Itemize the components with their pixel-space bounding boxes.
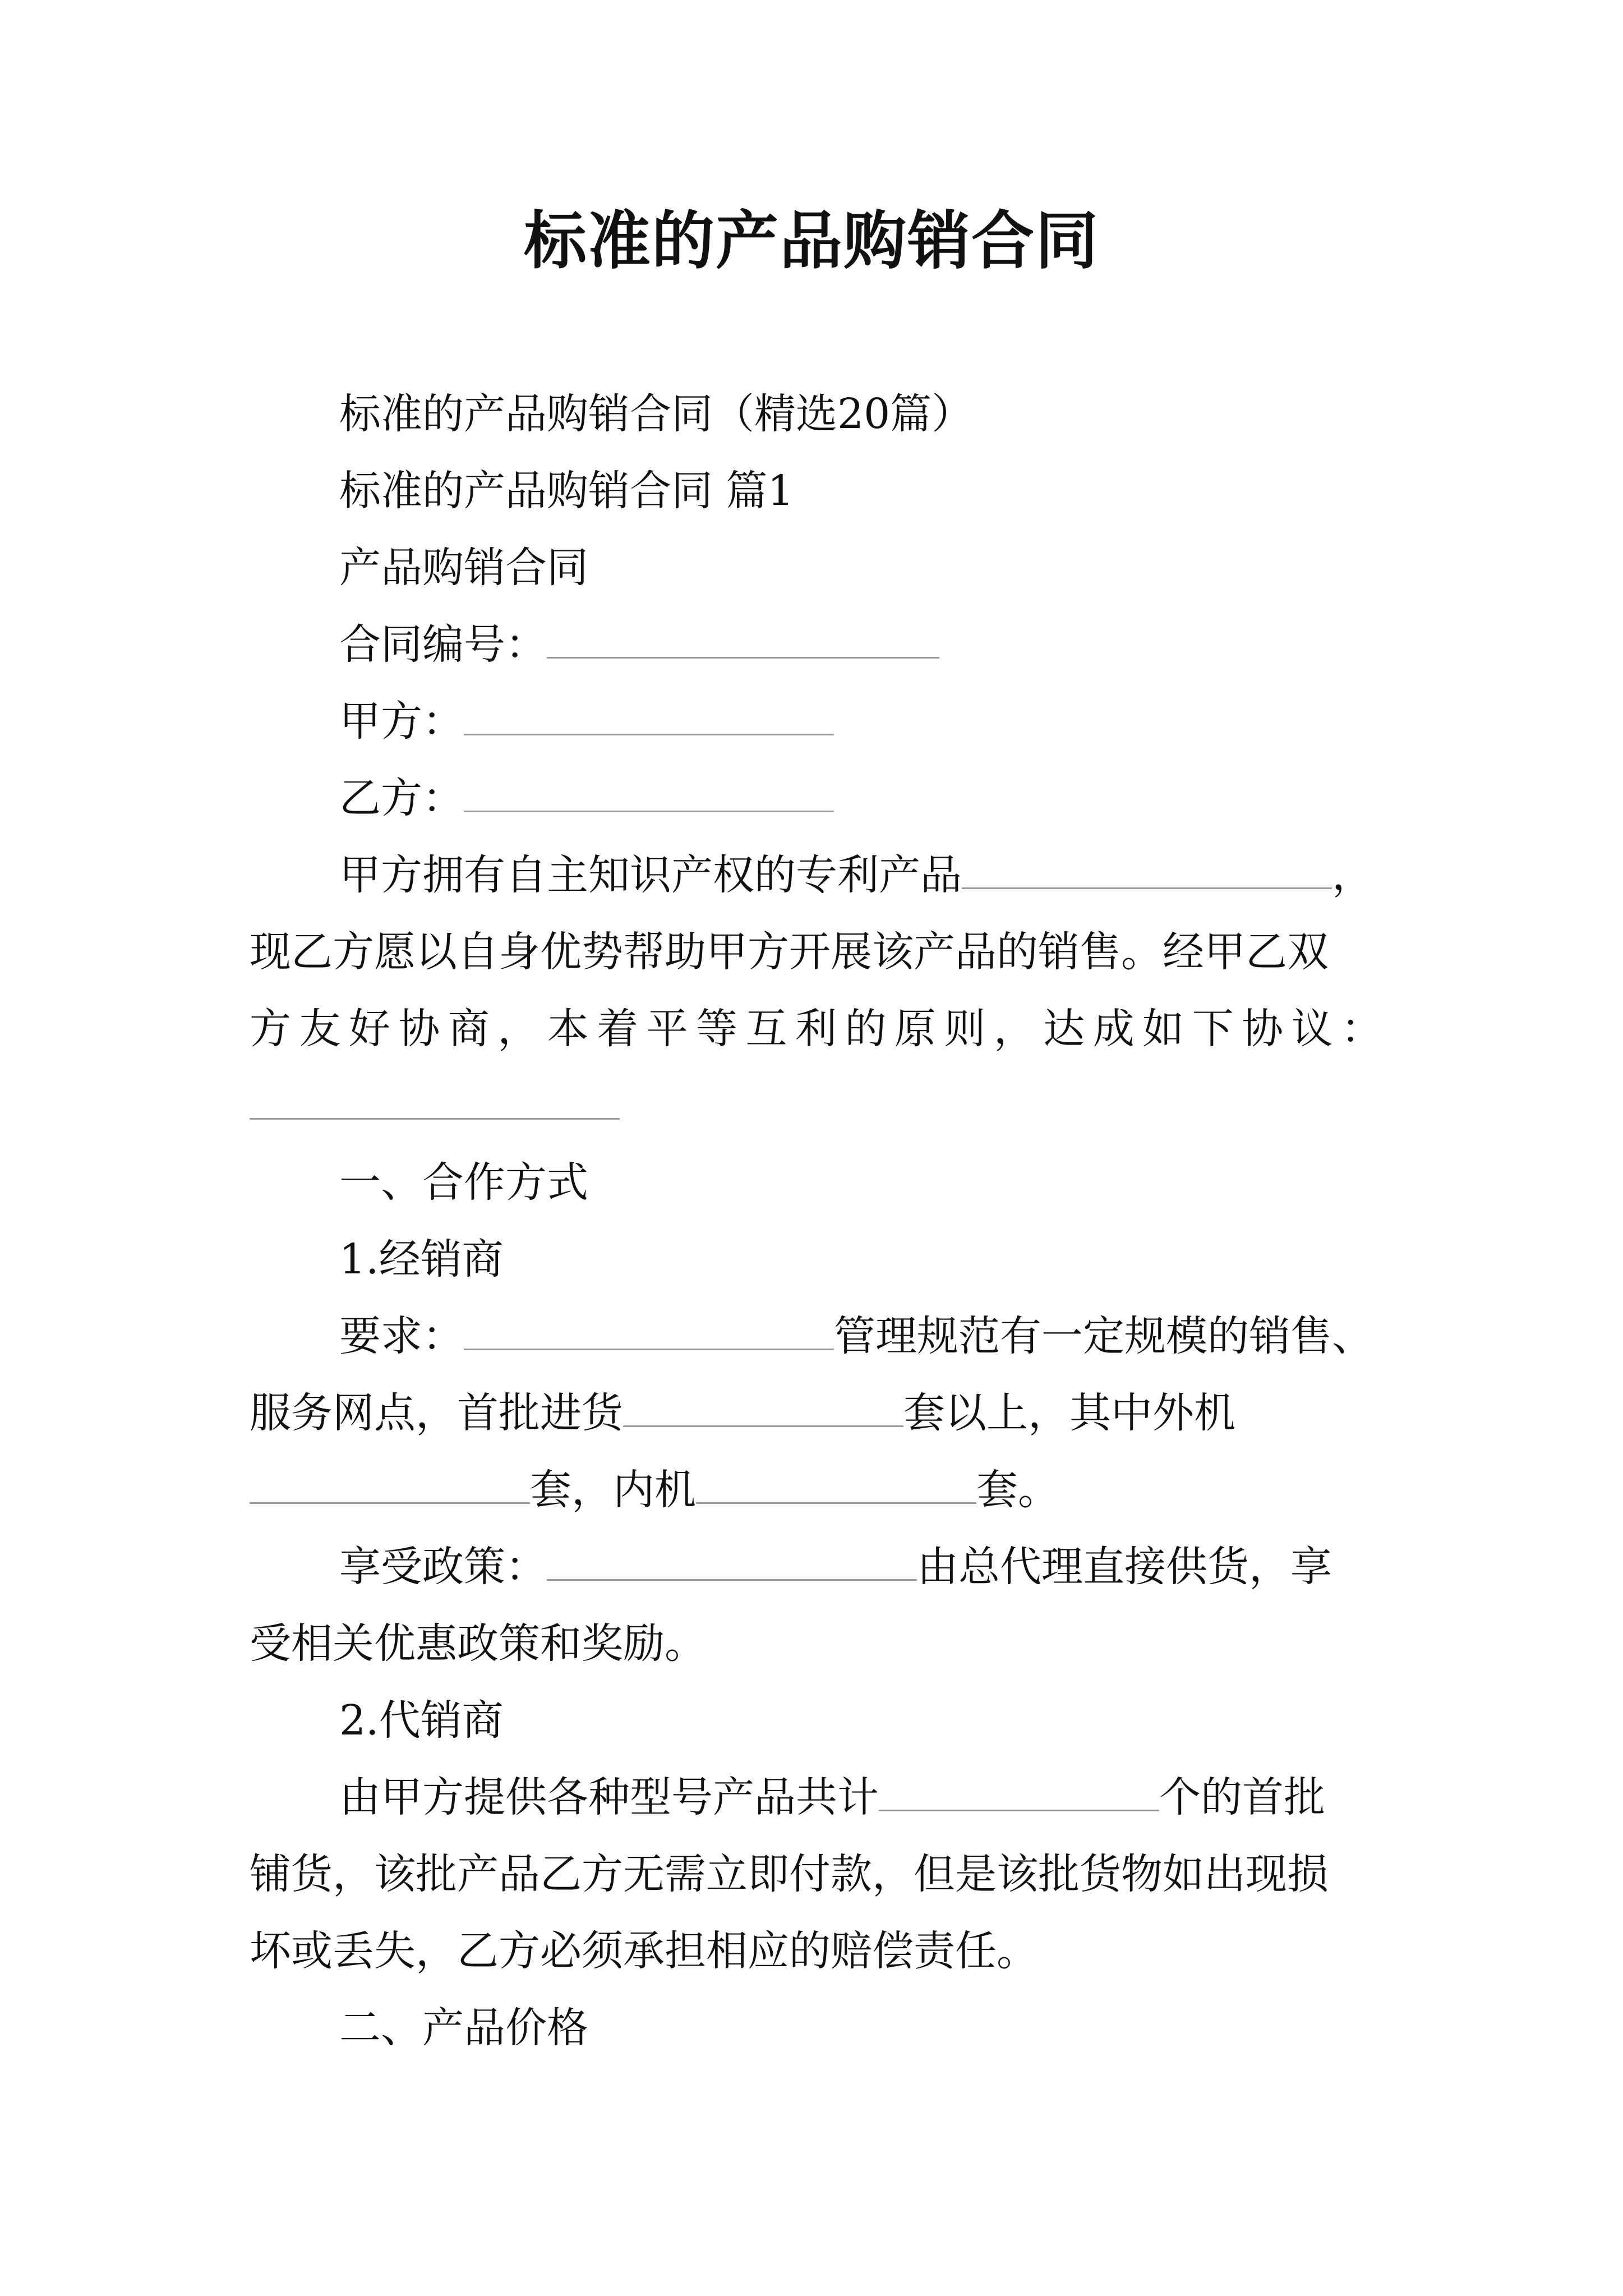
policy-text-1: 由总代理直接供货，享: [917, 1543, 1332, 1591]
subsection-1-heading: 1.经销商: [339, 1235, 504, 1283]
requirement-label: 要求：: [339, 1312, 464, 1360]
policy-blank: [547, 1545, 917, 1581]
intro-line-1: [250, 837, 1382, 914]
requirement-line-1: [250, 1298, 1382, 1375]
subtitle-line: 标准的产品购销合同（精选20篇）: [339, 390, 974, 438]
agreement-blank: [250, 1084, 620, 1120]
requirement-text-2: 服务网点，首批进货: [250, 1389, 623, 1437]
document-title: 标准的产品购销合同: [524, 204, 1099, 278]
intro-line-2: 现乙方愿以自身优势帮助甲方开展该产品的销售。经甲乙双: [250, 928, 1329, 976]
party-b-label: 乙方：: [339, 774, 464, 822]
requirement-text-4: 套，内机: [530, 1466, 696, 1514]
requirement-text-5: 套。: [976, 1466, 1059, 1514]
requirement-text-3: 套以上，其中外机: [903, 1389, 1235, 1437]
party-b-blank: [464, 777, 834, 812]
intro-line-4: [250, 1068, 1382, 1144]
party-a-blank: [464, 700, 834, 735]
party-b-line: [250, 760, 1382, 837]
party-a-label: 甲方：: [339, 697, 464, 746]
contract-number-line: [250, 606, 1382, 683]
contract-number-label: 合同编号：: [339, 620, 547, 669]
intro-text-1: 甲方拥有自主知识产权的专利产品: [339, 851, 962, 899]
agent-text-2: 个的首批: [1159, 1773, 1325, 1821]
section-1-heading: 一、合作方式: [339, 1158, 588, 1207]
subsection-2-heading: 2.代销商: [339, 1696, 504, 1745]
document-body: [250, 376, 1382, 2067]
product-blank: [962, 854, 1332, 889]
contract-name: 产品购销合同: [339, 544, 588, 592]
requirement-line-3: [250, 1452, 1382, 1529]
party-a-line: [250, 683, 1382, 760]
requirement-text-1: 管理规范有一定规模的销售、: [834, 1312, 1373, 1360]
requirement-line-2: [250, 1375, 1382, 1452]
policy-label: 享受政策：: [339, 1543, 547, 1591]
outdoor-unit-blank: [250, 1469, 530, 1504]
first-stock-blank: [623, 1392, 903, 1427]
product-count-blank: [879, 1776, 1159, 1811]
policy-line-1: [250, 1529, 1382, 1605]
section-2-heading: 二、产品价格: [339, 2004, 588, 2052]
requirement-blank: [464, 1315, 834, 1350]
policy-line-2: 受相关优惠政策和奖励。: [250, 1619, 706, 1668]
agent-line-2: 铺货，该批产品乙方无需立即付款，但是该批货物如出现损: [250, 1850, 1329, 1898]
intro-comma: ，: [1332, 851, 1373, 899]
intro-line-3: 方友好协商，本着平等互利的原则，达成如下协议：: [250, 1005, 1382, 1053]
agent-line-3: 坏或丢失，乙方必须承担相应的赔偿责任。: [250, 1927, 1038, 1975]
chapter-heading: 标准的产品购销合同 篇1: [339, 467, 794, 515]
indoor-unit-blank: [696, 1469, 976, 1504]
agent-text-1: 由甲方提供各种型号产品共计: [339, 1773, 879, 1821]
agent-line-1: [250, 1759, 1382, 1836]
contract-number-blank: [547, 623, 939, 659]
